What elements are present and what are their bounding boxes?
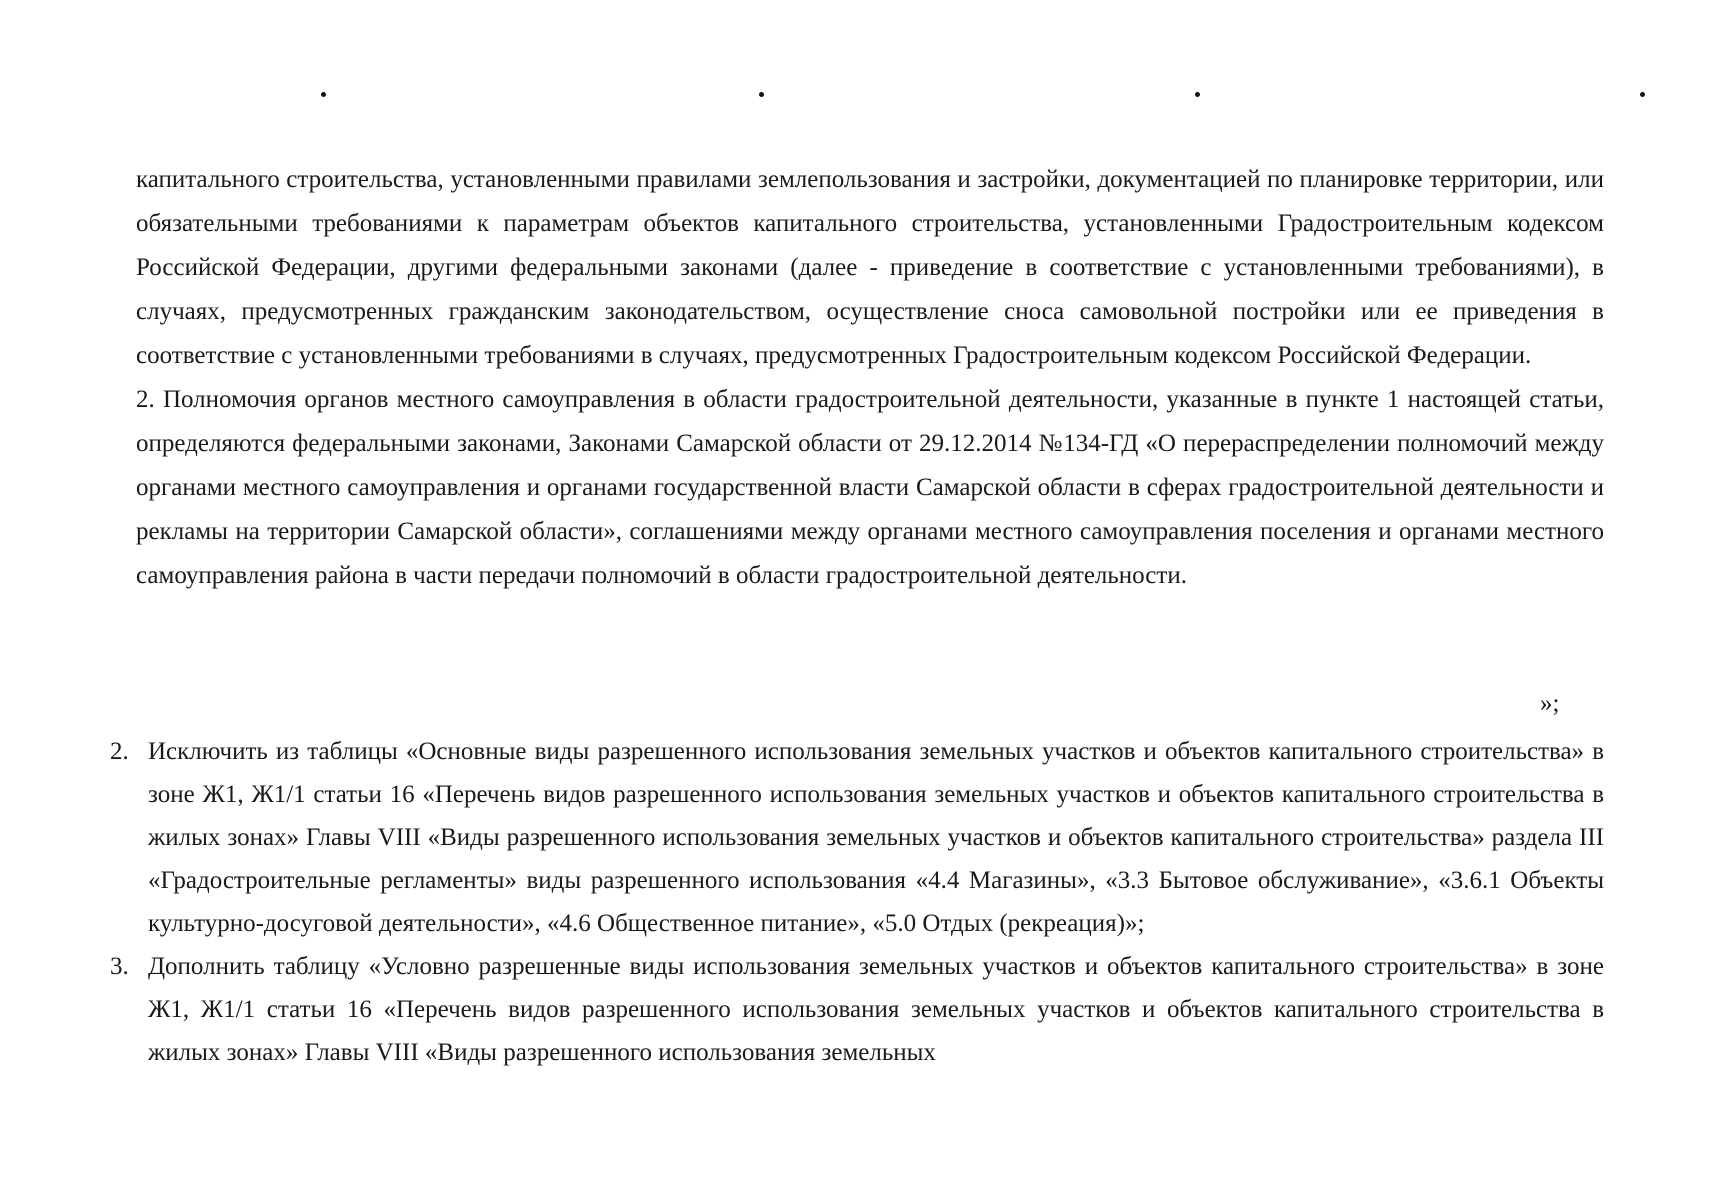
list-item-text: Дополнить таблицу «Условно разрешенные виды использования земельных участков и объектов капитального строительства» в зоне Ж1, Ж1/1 статьи 16 «Перечень видов разрешенного использования земельных участков и объектов капитального строительства в жилых зонах» Главы VIII «Виды разрешенного использования земельных (148, 953, 1604, 1066)
binding-dot (759, 92, 764, 97)
list-item-text: Исключить из таблицы «Основные виды разрешенного использования земельных участков и объектов капитального строительства» в зоне Ж1, Ж1/1 статьи 16 «Перечень видов разрешенного использования земельных участков и объектов капитального строительства в жилых зонах» Главы VIII «Виды разрешенного использования земельных участков и объектов капитального строительства» раздела III «Градостроительные регламенты» виды разрешенного использования «4.4 Магазины», «3.3 Бытовое обслуживание», «3.6.1 Объекты культурно-досуговой деятельности», «4.6 Общественное питание», «5.0 Отдых (рекреация)»; (148, 738, 1604, 937)
amendment-list (110, 730, 1604, 1074)
list-item (110, 730, 1604, 945)
quoted-article-text (136, 158, 1604, 598)
closing-quote-mark: »; (1540, 690, 1560, 717)
quoted-paragraph: 2. Полномочия органов местного самоуправления в области градостроительной деятельности, указанные в пункте 1 настоящей статьи, определяются федеральными законами, Законами Самарской области от 29.12.2014 №134-ГД «О перераспределении полномочий между органами местного самоуправления и органами государственной власти Самарской области в сферах градостроительной деятельности и рекламы на территории Самарской области», соглашениями между органами местного самоуправления поселения и органами местного самоуправления района в части передачи полномочий в области градостроительной деятельности. (136, 386, 1604, 589)
binding-dot (321, 92, 326, 97)
list-item (110, 945, 1604, 1074)
list-item-number: 2. (110, 738, 129, 765)
list-item-number: 3. (110, 953, 129, 980)
quoted-paragraph: капитального строительства, установленными правилами землепользования и застройки, документацией по планировке территории, или обязательными требованиями к параметрам объектов капитального строительства, установленными Градостроительным кодексом Российской Федерации, другими федеральными законами (далее - приведение в соответствие с установленными требованиями), в случаях, предусмотренных гражданским законодательством, осуществление сноса самовольной постройки или ее приведения в соответствие с установленными требованиями в случаях, предусмотренных Градостроительным кодексом Российской Федерации. (136, 166, 1604, 369)
binding-dot (1195, 92, 1200, 97)
binding-marks (0, 92, 1718, 104)
binding-dot (1640, 92, 1645, 97)
